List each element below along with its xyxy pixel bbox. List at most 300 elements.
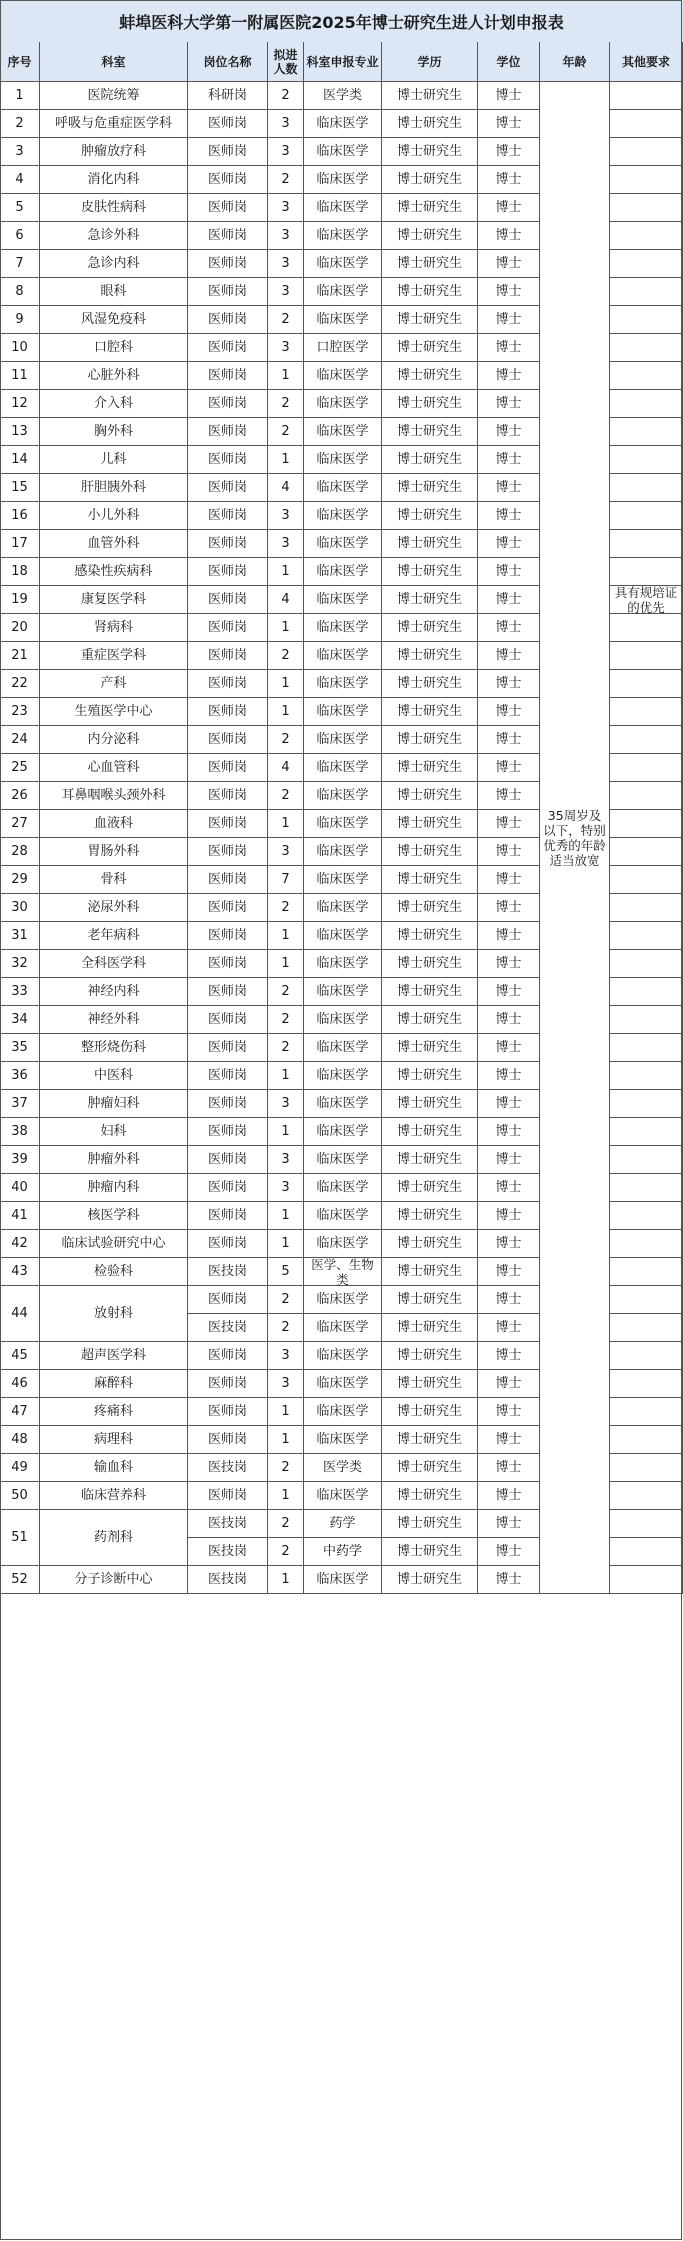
row-dept: 肾病科 — [40, 614, 188, 642]
row-count: 2 — [268, 782, 304, 810]
row-edu: 博士研究生 — [382, 1566, 478, 1594]
header-count: 拟进人数 — [268, 42, 304, 82]
row-count: 2 — [268, 82, 304, 110]
row-major: 临床医学 — [304, 1006, 382, 1034]
row-no: 30 — [0, 894, 40, 922]
row-no: 42 — [0, 1230, 40, 1258]
row-edu: 博士研究生 — [382, 1230, 478, 1258]
row-no: 48 — [0, 1426, 40, 1454]
row-dept: 肿瘤放疗科 — [40, 138, 188, 166]
row-count: 1 — [268, 1202, 304, 1230]
row-major: 医学、生物类 — [304, 1258, 382, 1286]
row-post: 医师岗 — [188, 558, 268, 586]
row-post: 医师岗 — [188, 1342, 268, 1370]
row-degree: 博士 — [478, 1202, 540, 1230]
row-post: 医师岗 — [188, 166, 268, 194]
row-edu: 博士研究生 — [382, 1314, 478, 1342]
row-count: 3 — [268, 1342, 304, 1370]
row-dept: 肿瘤妇科 — [40, 1090, 188, 1118]
row-no: 15 — [0, 474, 40, 502]
row-post: 医师岗 — [188, 362, 268, 390]
row-no: 8 — [0, 278, 40, 306]
row-degree: 博士 — [478, 1342, 540, 1370]
row-degree: 博士 — [478, 82, 540, 110]
row-major: 临床医学 — [304, 530, 382, 558]
row-major: 临床医学 — [304, 1146, 382, 1174]
row-no: 10 — [0, 334, 40, 362]
row-degree: 博士 — [478, 1482, 540, 1510]
row-dept: 超声医学科 — [40, 1342, 188, 1370]
row-degree: 博士 — [478, 1230, 540, 1258]
row-major: 临床医学 — [304, 138, 382, 166]
row-no: 44 — [0, 1286, 40, 1342]
row-count: 2 — [268, 390, 304, 418]
row-count: 1 — [268, 362, 304, 390]
other-empty — [610, 502, 683, 530]
row-major: 临床医学 — [304, 1062, 382, 1090]
row-count: 1 — [268, 670, 304, 698]
row-post: 医师岗 — [188, 922, 268, 950]
row-degree: 博士 — [478, 362, 540, 390]
row-post: 医技岗 — [188, 1538, 268, 1566]
row-count: 3 — [268, 1174, 304, 1202]
row-edu: 博士研究生 — [382, 754, 478, 782]
row-no: 43 — [0, 1258, 40, 1286]
row-dept: 血液科 — [40, 810, 188, 838]
other-empty — [610, 1398, 683, 1426]
other-empty — [610, 698, 683, 726]
row-count: 1 — [268, 558, 304, 586]
row-dept: 胸外科 — [40, 418, 188, 446]
row-count: 2 — [268, 1286, 304, 1314]
row-edu: 博士研究生 — [382, 922, 478, 950]
row-no: 17 — [0, 530, 40, 558]
row-no: 29 — [0, 866, 40, 894]
row-major: 临床医学 — [304, 474, 382, 502]
row-post: 医师岗 — [188, 866, 268, 894]
row-degree: 博士 — [478, 1006, 540, 1034]
row-major: 临床医学 — [304, 390, 382, 418]
row-major: 临床医学 — [304, 194, 382, 222]
row-dept: 呼吸与危重症医学科 — [40, 110, 188, 138]
row-major: 临床医学 — [304, 782, 382, 810]
row-post: 医师岗 — [188, 1146, 268, 1174]
header-degree: 学位 — [478, 42, 540, 82]
row-dept: 急诊外科 — [40, 222, 188, 250]
row-dept: 中医科 — [40, 1062, 188, 1090]
row-degree: 博士 — [478, 670, 540, 698]
row-degree: 博士 — [478, 306, 540, 334]
row-major: 临床医学 — [304, 502, 382, 530]
row-dept: 血管外科 — [40, 530, 188, 558]
row-degree: 博士 — [478, 922, 540, 950]
row-edu: 博士研究生 — [382, 950, 478, 978]
other-empty — [610, 1062, 683, 1090]
row-count: 2 — [268, 1034, 304, 1062]
row-post: 医师岗 — [188, 1230, 268, 1258]
row-post: 医师岗 — [188, 278, 268, 306]
row-degree: 博士 — [478, 782, 540, 810]
row-no: 18 — [0, 558, 40, 586]
row-major: 临床医学 — [304, 1034, 382, 1062]
row-post: 医师岗 — [188, 250, 268, 278]
row-dept: 老年病科 — [40, 922, 188, 950]
row-count: 2 — [268, 726, 304, 754]
row-post: 医师岗 — [188, 474, 268, 502]
row-degree: 博士 — [478, 1258, 540, 1286]
row-no: 5 — [0, 194, 40, 222]
row-major: 口腔医学 — [304, 334, 382, 362]
row-post: 医师岗 — [188, 334, 268, 362]
row-edu: 博士研究生 — [382, 1090, 478, 1118]
row-post: 医师岗 — [188, 222, 268, 250]
row-dept: 康复医学科 — [40, 586, 188, 614]
row-count: 1 — [268, 446, 304, 474]
row-edu: 博士研究生 — [382, 726, 478, 754]
row-degree: 博士 — [478, 894, 540, 922]
row-major: 临床医学 — [304, 894, 382, 922]
other-empty — [610, 810, 683, 838]
row-major: 临床医学 — [304, 278, 382, 306]
row-count: 7 — [268, 866, 304, 894]
row-dept: 神经内科 — [40, 978, 188, 1006]
row-count: 1 — [268, 1426, 304, 1454]
row-major: 临床医学 — [304, 810, 382, 838]
other-empty — [610, 1426, 683, 1454]
row-major: 临床医学 — [304, 250, 382, 278]
row-edu: 博士研究生 — [382, 166, 478, 194]
row-edu: 博士研究生 — [382, 222, 478, 250]
row-count: 1 — [268, 1482, 304, 1510]
other-empty — [610, 950, 683, 978]
row-edu: 博士研究生 — [382, 1510, 478, 1538]
row-count: 2 — [268, 1454, 304, 1482]
other-empty — [610, 110, 683, 138]
row-no: 35 — [0, 1034, 40, 1062]
row-dept: 内分泌科 — [40, 726, 188, 754]
row-major: 临床医学 — [304, 1286, 382, 1314]
row-major: 临床医学 — [304, 558, 382, 586]
row-degree: 博士 — [478, 698, 540, 726]
row-dept: 麻醉科 — [40, 1370, 188, 1398]
other-empty — [610, 838, 683, 866]
row-post: 医师岗 — [188, 530, 268, 558]
row-count: 2 — [268, 894, 304, 922]
row-degree: 博士 — [478, 166, 540, 194]
row-no: 31 — [0, 922, 40, 950]
row-count: 3 — [268, 222, 304, 250]
row-major: 临床医学 — [304, 1482, 382, 1510]
row-no: 38 — [0, 1118, 40, 1146]
row-major: 临床医学 — [304, 306, 382, 334]
row-degree: 博士 — [478, 1090, 540, 1118]
row-post: 医师岗 — [188, 782, 268, 810]
row-post: 医师岗 — [188, 726, 268, 754]
row-no: 40 — [0, 1174, 40, 1202]
row-no: 12 — [0, 390, 40, 418]
row-major: 临床医学 — [304, 1426, 382, 1454]
row-post: 医技岗 — [188, 1454, 268, 1482]
row-dept: 医院统筹 — [40, 82, 188, 110]
row-post: 医技岗 — [188, 1258, 268, 1286]
row-degree: 博士 — [478, 1174, 540, 1202]
row-edu: 博士研究生 — [382, 446, 478, 474]
row-dept: 放射科 — [40, 1286, 188, 1342]
other-empty — [610, 866, 683, 894]
row-major: 临床医学 — [304, 1230, 382, 1258]
row-degree: 博士 — [478, 250, 540, 278]
row-no: 24 — [0, 726, 40, 754]
row-count: 2 — [268, 978, 304, 1006]
row-degree: 博士 — [478, 1370, 540, 1398]
row-degree: 博士 — [478, 866, 540, 894]
row-dept: 全科医学科 — [40, 950, 188, 978]
other-empty — [610, 1342, 683, 1370]
row-edu: 博士研究生 — [382, 194, 478, 222]
row-degree: 博士 — [478, 950, 540, 978]
other-empty — [610, 894, 683, 922]
row-edu: 博士研究生 — [382, 1482, 478, 1510]
row-dept: 心脏外科 — [40, 362, 188, 390]
row-no: 9 — [0, 306, 40, 334]
row-degree: 博士 — [478, 1510, 540, 1538]
row-edu: 博士研究生 — [382, 138, 478, 166]
header-no: 序号 — [0, 42, 40, 82]
row-dept: 风湿免疫科 — [40, 306, 188, 334]
row-dept: 分子诊断中心 — [40, 1566, 188, 1594]
row-post: 医师岗 — [188, 1202, 268, 1230]
other-empty — [610, 1566, 683, 1594]
row-edu: 博士研究生 — [382, 1174, 478, 1202]
row-major: 临床医学 — [304, 1314, 382, 1342]
row-edu: 博士研究生 — [382, 838, 478, 866]
age-requirement: 35周岁及以下，特别优秀的年龄适当放宽 — [540, 82, 610, 1594]
row-major: 临床医学 — [304, 642, 382, 670]
row-edu: 博士研究生 — [382, 1258, 478, 1286]
other-empty — [610, 1090, 683, 1118]
row-dept: 胃肠外科 — [40, 838, 188, 866]
row-post: 医师岗 — [188, 1174, 268, 1202]
header-major: 科室申报专业 — [304, 42, 382, 82]
row-post: 医师岗 — [188, 1398, 268, 1426]
row-count: 3 — [268, 138, 304, 166]
row-degree: 博士 — [478, 334, 540, 362]
row-count: 2 — [268, 166, 304, 194]
row-edu: 博士研究生 — [382, 1062, 478, 1090]
row-edu: 博士研究生 — [382, 390, 478, 418]
other-empty — [610, 726, 683, 754]
row-count: 4 — [268, 754, 304, 782]
row-post: 医技岗 — [188, 1510, 268, 1538]
table-title: 蚌埠医科大学第一附属医院2025年博士研究生进人计划申报表 — [0, 0, 683, 43]
row-count: 1 — [268, 614, 304, 642]
other-empty — [610, 530, 683, 558]
row-count: 2 — [268, 1006, 304, 1034]
row-count: 1 — [268, 1230, 304, 1258]
row-degree: 博士 — [478, 1566, 540, 1594]
row-no: 7 — [0, 250, 40, 278]
row-dept: 病理科 — [40, 1426, 188, 1454]
row-major: 药学 — [304, 1510, 382, 1538]
row-no: 47 — [0, 1398, 40, 1426]
row-dept: 妇科 — [40, 1118, 188, 1146]
row-edu: 博士研究生 — [382, 642, 478, 670]
row-edu: 博士研究生 — [382, 82, 478, 110]
other-empty — [610, 1482, 683, 1510]
other-empty — [610, 754, 683, 782]
row-count: 4 — [268, 474, 304, 502]
row-degree: 博士 — [478, 726, 540, 754]
row-degree: 博士 — [478, 754, 540, 782]
row-dept: 小儿外科 — [40, 502, 188, 530]
row-degree: 博士 — [478, 1034, 540, 1062]
row-degree: 博士 — [478, 1538, 540, 1566]
row-count: 1 — [268, 950, 304, 978]
row-no: 45 — [0, 1342, 40, 1370]
row-post: 医师岗 — [188, 754, 268, 782]
row-edu: 博士研究生 — [382, 110, 478, 138]
other-empty — [610, 922, 683, 950]
row-no: 23 — [0, 698, 40, 726]
header-edu: 学历 — [382, 42, 478, 82]
row-dept: 急诊内科 — [40, 250, 188, 278]
row-no: 3 — [0, 138, 40, 166]
row-post: 医师岗 — [188, 810, 268, 838]
row-dept: 药剂科 — [40, 1510, 188, 1566]
row-degree: 博士 — [478, 530, 540, 558]
row-no: 36 — [0, 1062, 40, 1090]
row-major: 临床医学 — [304, 166, 382, 194]
other-empty — [610, 1314, 683, 1342]
row-edu: 博士研究生 — [382, 362, 478, 390]
other-empty — [610, 1202, 683, 1230]
row-major: 临床医学 — [304, 1174, 382, 1202]
row-no: 32 — [0, 950, 40, 978]
row-post: 医师岗 — [188, 446, 268, 474]
other-empty — [610, 362, 683, 390]
other-empty — [610, 138, 683, 166]
row-degree: 博士 — [478, 1314, 540, 1342]
row-post: 医师岗 — [188, 1062, 268, 1090]
row-edu: 博士研究生 — [382, 894, 478, 922]
row-dept: 检验科 — [40, 1258, 188, 1286]
row-post: 医技岗 — [188, 1566, 268, 1594]
row-degree: 博士 — [478, 1398, 540, 1426]
row-dept: 核医学科 — [40, 1202, 188, 1230]
row-major: 临床医学 — [304, 670, 382, 698]
row-dept: 肿瘤内科 — [40, 1174, 188, 1202]
row-dept: 皮肤性病科 — [40, 194, 188, 222]
row-degree: 博士 — [478, 838, 540, 866]
row-no: 50 — [0, 1482, 40, 1510]
row-major: 临床医学 — [304, 754, 382, 782]
row-no: 16 — [0, 502, 40, 530]
row-dept: 整形烧伤科 — [40, 1034, 188, 1062]
row-no: 49 — [0, 1454, 40, 1482]
header-post: 岗位名称 — [188, 42, 268, 82]
row-degree: 博士 — [478, 1118, 540, 1146]
other-empty — [610, 670, 683, 698]
row-degree: 博士 — [478, 474, 540, 502]
row-no: 27 — [0, 810, 40, 838]
row-edu: 博士研究生 — [382, 1286, 478, 1314]
other-empty — [610, 614, 683, 642]
row-edu: 博士研究生 — [382, 418, 478, 446]
other-empty — [610, 1118, 683, 1146]
other-empty — [610, 222, 683, 250]
row-count: 5 — [268, 1258, 304, 1286]
row-count: 1 — [268, 810, 304, 838]
row-dept: 消化内科 — [40, 166, 188, 194]
row-no: 34 — [0, 1006, 40, 1034]
row-edu: 博士研究生 — [382, 1370, 478, 1398]
row-dept: 生殖医学中心 — [40, 698, 188, 726]
row-edu: 博士研究生 — [382, 670, 478, 698]
row-post: 医师岗 — [188, 194, 268, 222]
other-empty — [610, 1286, 683, 1314]
row-major: 临床医学 — [304, 1566, 382, 1594]
other-empty — [610, 418, 683, 446]
row-major: 临床医学 — [304, 726, 382, 754]
other-empty — [610, 1034, 683, 1062]
row-dept: 肿瘤外科 — [40, 1146, 188, 1174]
row-no: 25 — [0, 754, 40, 782]
row-post: 医师岗 — [188, 418, 268, 446]
row-degree: 博士 — [478, 222, 540, 250]
row-major: 临床医学 — [304, 446, 382, 474]
other-empty — [610, 1258, 683, 1286]
other-empty — [610, 1370, 683, 1398]
row-major: 临床医学 — [304, 614, 382, 642]
row-major: 临床医学 — [304, 1370, 382, 1398]
row-dept: 儿科 — [40, 446, 188, 474]
other-empty — [610, 558, 683, 586]
row-major: 临床医学 — [304, 1202, 382, 1230]
row-major: 临床医学 — [304, 418, 382, 446]
row-post: 医师岗 — [188, 1090, 268, 1118]
row-post: 医师岗 — [188, 502, 268, 530]
row-degree: 博士 — [478, 278, 540, 306]
header-dept: 科室 — [40, 42, 188, 82]
row-post: 医师岗 — [188, 110, 268, 138]
row-count: 3 — [268, 110, 304, 138]
other-empty — [610, 250, 683, 278]
row-count: 3 — [268, 194, 304, 222]
row-no: 26 — [0, 782, 40, 810]
row-count: 1 — [268, 922, 304, 950]
row-major: 临床医学 — [304, 1090, 382, 1118]
row-post: 医师岗 — [188, 306, 268, 334]
row-no: 39 — [0, 1146, 40, 1174]
row-edu: 博士研究生 — [382, 586, 478, 614]
row-edu: 博士研究生 — [382, 1034, 478, 1062]
row-edu: 博士研究生 — [382, 1118, 478, 1146]
row-major: 临床医学 — [304, 866, 382, 894]
row-edu: 博士研究生 — [382, 558, 478, 586]
row-count: 3 — [268, 334, 304, 362]
row-count: 1 — [268, 1118, 304, 1146]
row-post: 医师岗 — [188, 642, 268, 670]
other-empty — [610, 1146, 683, 1174]
row-count: 2 — [268, 1510, 304, 1538]
row-post: 医师岗 — [188, 586, 268, 614]
other-empty — [610, 1510, 683, 1538]
row-major: 临床医学 — [304, 838, 382, 866]
other-empty — [610, 1230, 683, 1258]
row-count: 3 — [268, 1090, 304, 1118]
row-major: 临床医学 — [304, 586, 382, 614]
row-count: 3 — [268, 1146, 304, 1174]
